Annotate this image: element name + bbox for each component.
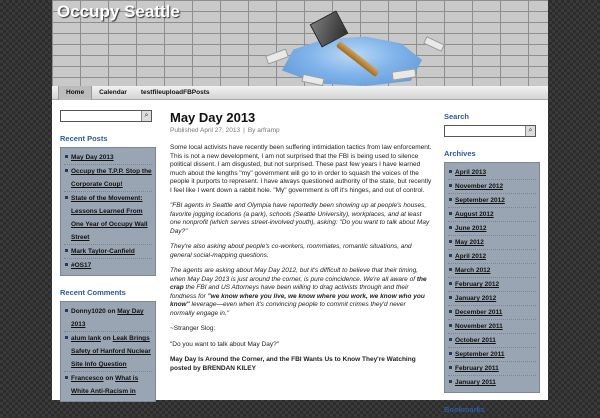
recent-comment-item <box>64 305 152 332</box>
site-header <box>52 0 548 86</box>
comment-post-link[interactable]: May Day 2013 <box>71 308 144 328</box>
archive-link[interactable]: April 2013 <box>455 169 487 176</box>
recent-post-link[interactable]: State of the Movement: Lessons Learned From One Year of Occupy Wall Street <box>71 195 148 241</box>
archive-item[interactable] <box>448 236 536 250</box>
quote-text: leverage—even when it's convincing people to commit crimes they'd never normally engage in." <box>170 301 406 317</box>
archive-item[interactable] <box>448 278 536 292</box>
left-sidebar <box>60 110 156 402</box>
search-icon[interactable]: ⌕ <box>525 126 535 136</box>
comment-on: on <box>105 375 114 382</box>
post-quote: "FBI agents in Seattle and Olympia have reportedly been showing up at people's houses, favorite jogging locations (a park), schools (Seattle University), workplaces, and at least one nonprofit (which serves street-involved youth), asking: "Do you want to talk about May Day?" <box>170 202 430 235</box>
archive-item[interactable] <box>448 194 536 208</box>
archives-box <box>444 162 540 393</box>
recent-comment-item <box>64 372 152 398</box>
archive-link[interactable]: December 2011 <box>455 309 503 316</box>
archive-link[interactable]: September 2012 <box>455 197 505 204</box>
archive-link[interactable]: April 2012 <box>455 253 487 260</box>
archive-link[interactable]: June 2012 <box>455 225 487 232</box>
main-content <box>170 110 432 380</box>
recent-post-item[interactable] <box>64 151 152 165</box>
recent-posts-title: Recent Posts <box>60 134 108 143</box>
post-title[interactable]: May Day 2013 <box>170 110 256 125</box>
comment-author[interactable]: alum lank <box>71 335 101 342</box>
nav-testfileupload[interactable]: testfileuploadFBPosts <box>140 88 210 96</box>
archive-link[interactable]: November 2011 <box>455 323 503 330</box>
recent-comment-item <box>64 332 152 372</box>
post-quote: They're also asking about people's co-workers, roommates, romantic situations, and general social-mapping questions. <box>170 243 412 259</box>
search-title: Search <box>444 112 470 121</box>
archive-item[interactable] <box>448 376 536 389</box>
post-author[interactable]: By arframp <box>247 127 280 134</box>
meta-separator: | <box>243 127 245 134</box>
archive-link[interactable]: January 2012 <box>455 295 497 302</box>
left-search-input[interactable] <box>60 110 152 122</box>
archives-title: Archives <box>444 149 476 158</box>
archive-link[interactable]: May 2012 <box>455 239 484 246</box>
comment-author[interactable]: Francesco <box>71 375 104 382</box>
archive-link[interactable]: October 2011 <box>455 337 496 344</box>
post-date: Published April 27, 2013 <box>170 127 241 134</box>
right-search-input[interactable] <box>444 125 536 137</box>
nav-home[interactable]: Home <box>58 86 92 100</box>
archive-item[interactable] <box>448 250 536 264</box>
search-icon[interactable]: ⌕ <box>141 111 151 121</box>
bookmarks-title: Bookmarks <box>444 405 485 414</box>
post-quote <box>170 267 432 318</box>
archive-item[interactable] <box>448 306 536 320</box>
archive-item[interactable] <box>448 264 536 278</box>
archive-link[interactable]: August 2012 <box>455 211 494 218</box>
quote-text: The agents are asking about May Day 2012, but it's difficult to believe that their timing, when May Day 2013 is just around the corner, is pure coincidence. We're all aware of <box>170 267 419 283</box>
archive-item[interactable] <box>448 208 536 222</box>
post-meta <box>170 127 432 134</box>
recent-post-item[interactable] <box>64 259 152 272</box>
recent-comments-box <box>60 301 156 402</box>
quote-emphasis: "we know where you live, we know where you work, we know who you know" <box>170 292 425 308</box>
page-wrapper <box>52 0 548 414</box>
recent-comments-title: Recent Comments <box>60 288 126 297</box>
comment-post-link[interactable]: What is White Anti-Racism in <box>71 375 139 395</box>
post-source: ~Stranger Slog: <box>170 325 216 332</box>
archive-item[interactable] <box>448 222 536 236</box>
recent-post-link[interactable]: Occupy the T.P.P. Stop the Corporate Coup! <box>71 168 152 188</box>
recent-post-item[interactable] <box>64 245 152 259</box>
recent-post-link[interactable]: #OS17 <box>71 262 92 269</box>
archive-link[interactable]: February 2011 <box>455 365 499 372</box>
archive-link[interactable]: February 2012 <box>455 281 500 288</box>
archive-link[interactable]: January 2011 <box>455 379 496 386</box>
comment-post-link[interactable]: Leak Brings Safety of Hanford Nuclear Site Info Question <box>71 335 151 368</box>
recent-post-link[interactable]: Mark Taylor-Canfield <box>71 248 135 255</box>
recent-post-item[interactable] <box>64 192 152 245</box>
right-sidebar <box>444 110 540 418</box>
quote-text: the FBI and US Attorneys have been willing to drag activists through and their fondness for <box>170 284 409 300</box>
archive-link[interactable]: March 2012 <box>455 267 491 274</box>
archive-item[interactable] <box>448 334 536 348</box>
post-credit <box>170 356 432 373</box>
post-quote-line: "Do you want to talk about May Day?" <box>170 340 280 348</box>
archive-item[interactable] <box>448 348 536 362</box>
post-paragraph: Some local activists have recently been suffering intimidation tactics from law enforcement. This is not a new development, I am not surprised that the FBI is being used to silence political dissent. I am disgusted, but not surprised. These past few years I have learned much about the lengths "my" government will go to in order to squash the voices of the people it purports to represent. I have always questioned authority of the state, but recently I feel like I went down a rabbit hole. "My" government is off it's hinges, and out of control. <box>170 144 432 194</box>
archive-item[interactable] <box>448 362 536 376</box>
post-body <box>170 144 432 373</box>
quote-link[interactable]: the crap <box>170 275 427 291</box>
main-nav <box>52 86 548 100</box>
site-title[interactable]: Occupy Seattle <box>57 2 180 21</box>
recent-posts-box <box>60 147 156 276</box>
comment-author: Donny1020 <box>71 308 106 315</box>
comment-on: on <box>107 308 116 315</box>
archive-item[interactable] <box>448 320 536 334</box>
recent-post-link[interactable]: May Day 2013 <box>71 154 114 161</box>
archive-link[interactable]: November 2012 <box>455 183 504 190</box>
recent-post-item[interactable] <box>64 165 152 192</box>
archive-item[interactable] <box>448 180 536 194</box>
content-area <box>52 100 548 414</box>
post-credit-text[interactable]: May Day Is Around the Corner, and the FBI Wants Us to Know They're Watching posted by BRENDAN KILEY <box>170 356 416 372</box>
archive-item[interactable] <box>448 166 536 180</box>
archive-link[interactable]: September 2011 <box>455 351 505 358</box>
comment-on: on <box>102 335 111 342</box>
nav-calendar[interactable]: Calendar <box>99 88 127 96</box>
archive-item[interactable] <box>448 292 536 306</box>
